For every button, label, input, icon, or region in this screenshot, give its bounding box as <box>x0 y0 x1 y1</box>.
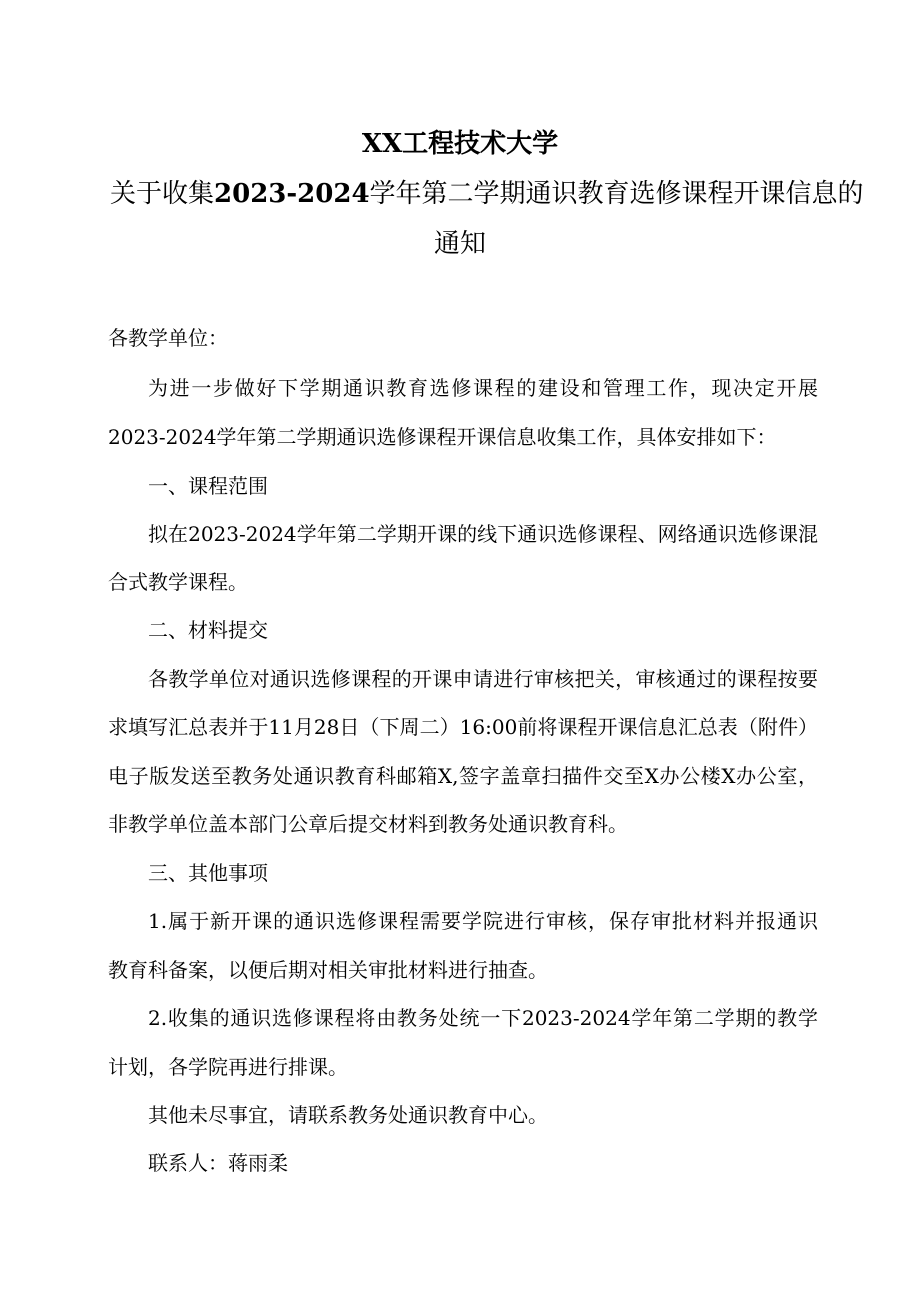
section-heading-other-matters: 三、其他事项 <box>148 861 268 885</box>
section1-line-1: 拟在2023-2024学年第二学期开课的线下通识选修课程、网络通识选修课混 <box>148 522 818 546</box>
section2-line-4: 非教学单位盖本部门公章后提交材料到教务处通识教育科。 <box>108 812 628 836</box>
title-subject-year: 2023-2024 <box>214 179 370 209</box>
document-title-notice: 通知 <box>433 229 486 259</box>
intro-line-2: 2023-2024学年第二学期通识选修课程开课信息收集工作，具体安排如下： <box>108 425 777 449</box>
section1-line-2: 合式教学课程。 <box>108 570 248 594</box>
intro-line-1: 为进一步做好下学期通识教育选修课程的建设和管理工作，现决定开展 <box>148 376 818 400</box>
item2-line-2: 计划，各学院再进行排课。 <box>108 1055 348 1079</box>
contact-person: 联系人：蒋雨柔 <box>148 1151 288 1175</box>
item1-line-2: 教育科备案，以便后期对相关审批材料进行抽查。 <box>108 958 548 982</box>
title-subject-part-b: 学年第二学期通识教育选修课程开课信息的 <box>369 179 864 209</box>
closing-remark: 其他未尽事宜，请联系教务处通识教育中心。 <box>148 1103 548 1127</box>
document-title-subject <box>110 176 864 212</box>
document-title-university <box>0 126 920 162</box>
salutation: 各教学单位： <box>108 326 228 350</box>
section-heading-material-submission: 二、材料提交 <box>148 618 268 642</box>
section2-line-2: 求填写汇总表并于11月28日（下周二）16:00前将课程开课信息汇总表（附件） <box>108 715 818 739</box>
section-heading-course-scope: 一、课程范围 <box>148 474 268 498</box>
section2-line-3: 电子版发送至教务处通识教育科邮箱X,签字盖章扫描件交至X办公楼X办公室， <box>108 764 818 788</box>
title-subject-part-a: 关于收集 <box>110 179 215 209</box>
item1-line-1: 1.属于新开课的通识选修课程需要学院进行审核，保存审批材料并报通识 <box>148 909 818 933</box>
item2-line-1: 2.收集的通识选修课程将由教务处统一下2023-2024学年第二学期的教学 <box>148 1006 818 1030</box>
title-prefix: XX工程技术大学 <box>361 129 559 159</box>
section2-line-1: 各教学单位对通识选修课程的开课申请进行审核把关，审核通过的课程按要 <box>148 667 818 691</box>
